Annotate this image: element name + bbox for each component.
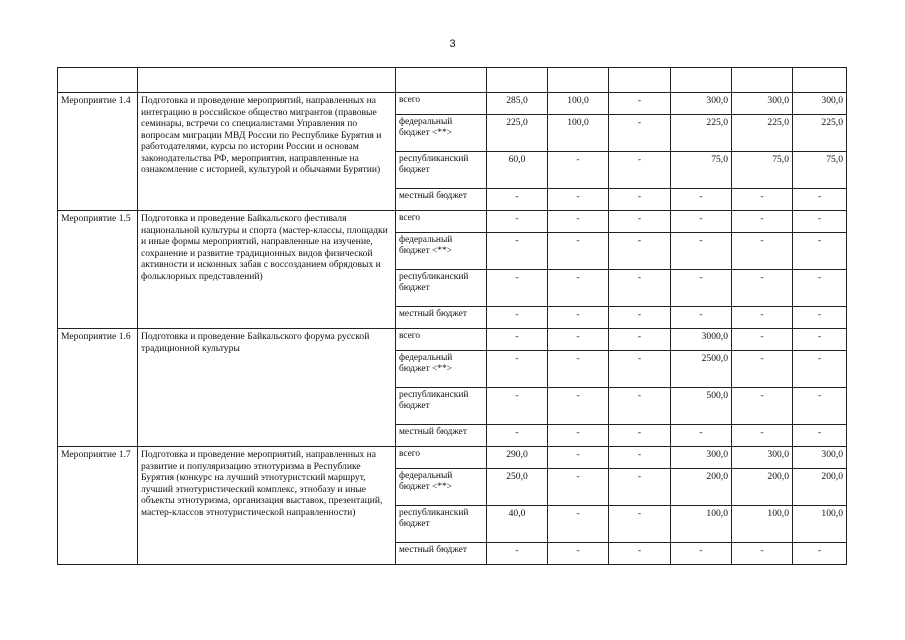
amount-cell: 100,0 — [671, 506, 732, 543]
amount-cell: - — [548, 152, 609, 189]
amount-cell: - — [609, 425, 671, 447]
amount-cell: 200,0 — [732, 469, 793, 506]
amount-cell: - — [732, 543, 793, 565]
amount-cell: - — [732, 211, 793, 233]
amount-cell: - — [609, 351, 671, 388]
funding-source-cell: федеральный бюджет <**> — [396, 233, 487, 270]
budget-table — [57, 67, 847, 565]
event-description-cell: Подготовка и проведение Байкальского фестиваля национальной культуры и спорта (мастер-классы, площадки и иные формы мероприятий, направленные на изучение, сохранение и развитие традиционных видов физической активности и исконных забав с воссозданием обрядовых и фольклорных представлений) — [138, 211, 396, 329]
amount-cell: 3000,0 — [671, 329, 732, 351]
amount-cell: - — [793, 425, 847, 447]
header-cell — [396, 68, 487, 93]
table-header-row — [58, 68, 847, 93]
amount-cell: - — [487, 388, 548, 425]
amount-cell: - — [487, 270, 548, 307]
funding-source-cell: всего — [396, 93, 487, 115]
amount-cell: - — [793, 329, 847, 351]
amount-cell: - — [487, 425, 548, 447]
amount-cell: - — [732, 388, 793, 425]
header-cell — [548, 68, 609, 93]
funding-source-cell: республиканский бюджет — [396, 506, 487, 543]
amount-cell: 60,0 — [487, 152, 548, 189]
amount-cell: - — [609, 329, 671, 351]
amount-cell: - — [732, 329, 793, 351]
funding-source-cell: местный бюджет — [396, 189, 487, 211]
amount-cell: 100,0 — [548, 115, 609, 152]
amount-cell: - — [548, 329, 609, 351]
amount-cell: - — [609, 447, 671, 469]
amount-cell: 100,0 — [548, 93, 609, 115]
amount-cell: - — [732, 307, 793, 329]
header-cell — [609, 68, 671, 93]
amount-cell: - — [793, 351, 847, 388]
amount-cell: - — [609, 115, 671, 152]
amount-cell: 75,0 — [671, 152, 732, 189]
amount-cell: 200,0 — [671, 469, 732, 506]
amount-cell: - — [487, 189, 548, 211]
header-cell — [732, 68, 793, 93]
amount-cell: 500,0 — [671, 388, 732, 425]
amount-cell: - — [609, 189, 671, 211]
amount-cell: 225,0 — [671, 115, 732, 152]
funding-source-cell: всего — [396, 211, 487, 233]
header-cell — [138, 68, 396, 93]
funding-source-cell: местный бюджет — [396, 543, 487, 565]
funding-source-cell: федеральный бюджет <**> — [396, 115, 487, 152]
amount-cell: 100,0 — [732, 506, 793, 543]
amount-cell: - — [671, 425, 732, 447]
funding-source-cell: федеральный бюджет <**> — [396, 351, 487, 388]
amount-cell: - — [609, 152, 671, 189]
amount-cell: 250,0 — [487, 469, 548, 506]
amount-cell: - — [732, 189, 793, 211]
amount-cell: - — [548, 388, 609, 425]
amount-cell: 225,0 — [487, 115, 548, 152]
amount-cell: - — [732, 351, 793, 388]
amount-cell: - — [548, 351, 609, 388]
funding-source-cell: республиканский бюджет — [396, 388, 487, 425]
amount-cell: - — [548, 543, 609, 565]
amount-cell: - — [793, 189, 847, 211]
amount-cell: 75,0 — [793, 152, 847, 189]
amount-cell: - — [609, 270, 671, 307]
table-row — [58, 329, 847, 351]
amount-cell: - — [671, 189, 732, 211]
amount-cell: - — [793, 307, 847, 329]
funding-source-cell: республиканский бюджет — [396, 270, 487, 307]
amount-cell: - — [793, 211, 847, 233]
amount-cell: - — [793, 270, 847, 307]
header-cell — [58, 68, 138, 93]
amount-cell: - — [793, 388, 847, 425]
amount-cell: - — [793, 233, 847, 270]
amount-cell: - — [609, 233, 671, 270]
amount-cell: - — [487, 543, 548, 565]
amount-cell: - — [548, 469, 609, 506]
amount-cell: 300,0 — [671, 447, 732, 469]
funding-source-cell: федеральный бюджет <**> — [396, 469, 487, 506]
header-cell — [671, 68, 732, 93]
amount-cell: - — [548, 425, 609, 447]
table-row — [58, 211, 847, 233]
amount-cell: - — [487, 307, 548, 329]
amount-cell: - — [548, 447, 609, 469]
funding-source-cell: местный бюджет — [396, 307, 487, 329]
amount-cell: - — [671, 307, 732, 329]
amount-cell: - — [609, 469, 671, 506]
event-id-cell: Мероприятие 1.7 — [58, 447, 138, 565]
amount-cell: 75,0 — [732, 152, 793, 189]
funding-source-cell: местный бюджет — [396, 425, 487, 447]
table-row — [58, 447, 847, 469]
page-number: 3 — [449, 38, 456, 50]
amount-cell: 300,0 — [732, 447, 793, 469]
event-id-cell: Мероприятие 1.4 — [58, 93, 138, 211]
amount-cell: - — [548, 189, 609, 211]
amount-cell: - — [609, 388, 671, 425]
table-row — [58, 93, 847, 115]
amount-cell: - — [487, 351, 548, 388]
event-description-cell: Подготовка и проведение Байкальского форума русской традиционной культуры — [138, 329, 396, 447]
amount-cell: 290,0 — [487, 447, 548, 469]
amount-cell: - — [548, 211, 609, 233]
amount-cell: - — [732, 270, 793, 307]
header-cell — [793, 68, 847, 93]
amount-cell: - — [671, 270, 732, 307]
amount-cell: - — [548, 233, 609, 270]
amount-cell: 225,0 — [793, 115, 847, 152]
amount-cell: 300,0 — [671, 93, 732, 115]
amount-cell: 200,0 — [793, 469, 847, 506]
amount-cell: - — [487, 233, 548, 270]
amount-cell: - — [671, 211, 732, 233]
amount-cell: - — [609, 211, 671, 233]
event-id-cell: Мероприятие 1.6 — [58, 329, 138, 447]
event-description-cell: Подготовка и проведение мероприятий, направленных на интеграцию в российское общество мигрантов (правовые семинары, встречи со специалистами Управления по вопросам миграции МВД России по Республике Бурятия и работодателями, курсы по истории России и основам законодательства РФ, мероприятия, направленные на ознакомление с историей, культурой и обычаями Бурятии) — [138, 93, 396, 211]
amount-cell: 285,0 — [487, 93, 548, 115]
amount-cell: - — [609, 307, 671, 329]
amount-cell: 300,0 — [793, 447, 847, 469]
amount-cell: - — [793, 543, 847, 565]
amount-cell: - — [548, 270, 609, 307]
event-description-cell: Подготовка и проведение мероприятий, направленных на развитие и популяризацию этнотуризма в Республике Бурятия (конкурс на лучший этнотуристский маршрут, лучший этнотуристический комплекс, этнобазу и иные объекты этнотуризма, организация выставок, презентаций, мастер-классов этнотуристической направленности) — [138, 447, 396, 565]
amount-cell: - — [609, 93, 671, 115]
amount-cell: - — [487, 329, 548, 351]
funding-source-cell: всего — [396, 447, 487, 469]
amount-cell: - — [548, 506, 609, 543]
amount-cell: - — [671, 233, 732, 270]
event-id-cell: Мероприятие 1.5 — [58, 211, 138, 329]
amount-cell: 100,0 — [793, 506, 847, 543]
amount-cell: - — [487, 211, 548, 233]
funding-source-cell: республиканский бюджет — [396, 152, 487, 189]
amount-cell: - — [609, 506, 671, 543]
amount-cell: - — [732, 233, 793, 270]
funding-source-cell: всего — [396, 329, 487, 351]
amount-cell: - — [671, 543, 732, 565]
amount-cell: - — [548, 307, 609, 329]
amount-cell: 40,0 — [487, 506, 548, 543]
amount-cell: 300,0 — [793, 93, 847, 115]
amount-cell: 300,0 — [732, 93, 793, 115]
amount-cell: - — [732, 425, 793, 447]
header-cell — [487, 68, 548, 93]
amount-cell: 2500,0 — [671, 351, 732, 388]
amount-cell: - — [609, 543, 671, 565]
amount-cell: 225,0 — [732, 115, 793, 152]
